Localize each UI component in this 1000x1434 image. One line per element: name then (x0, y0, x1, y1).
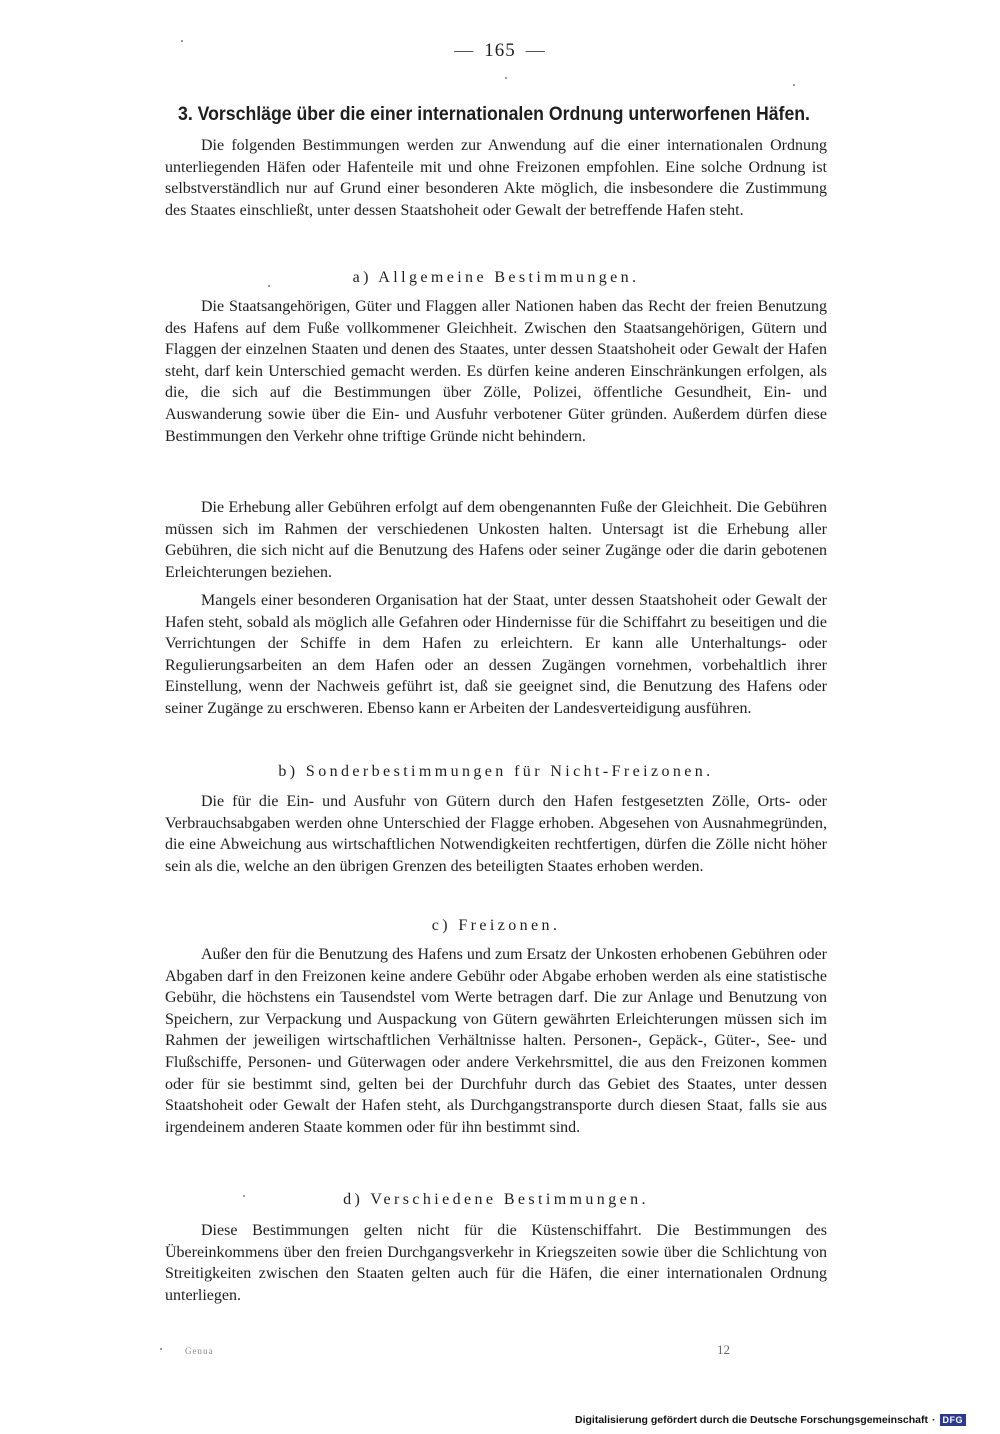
scan-speck (160, 1348, 162, 1350)
subheading-d: d) Verschiedene Bestimmungen. (343, 1191, 649, 1208)
paragraph-a-2: Die Erhebung aller Gebühren erfolgt auf dem obengenannten Fuße der Gleichheit. Die Gebühren müssen sich im Rahmen der verschiedenen Unkosten halten. Untersagt ist die Erhebung aller Gebühren, die sich nicht auf die Benutzung des Hafens oder seiner Zugänge oder die darin gebotenen Erleichterungen beziehen. (165, 499, 827, 581)
footer-signature-right: 12 (717, 1342, 730, 1357)
footer-signature-left: Genua (185, 1346, 214, 1356)
subheading-b: b) Sonderbestimmungen für Nicht-Freizonen. (278, 763, 714, 780)
intro-paragraph: Die folgenden Bestimmungen werden zur Anwendung auf die einer internationalen Ordnung unterliegenden Häfen oder Hafenteile mit und ohne Freizonen empfohlen. Eine solche Ordnung ist selbstverständlich nur auf Grund einer besonderen Akte möglich, die insbesondere die Zustimmung des Staates einschließt, unter dessen Staatshoheit oder Gewalt der betreffende Hafen steht. (165, 137, 827, 219)
paragraph-a-3: Mangels einer besonderen Organisation hat der Staat, unter dessen Staatshoheit oder Gewalt der Hafen steht, sobald als möglich alle Gefahren oder Hindernisse für die Schiffahrt zu beseitigen und die Verrichtungen der Schiffe in dem Hafen zu erleichtern. Er kann alle Unterhaltungs- oder Regulierungsarbeiten an dem Hafen oder an dessen Zugängen vornehmen, vorbehaltlich ihrer Einstellung, wenn der Nachweis geführt ist, daß sie geeignet sind, die Benutzung des Hafens oder seiner Zugänge zu erschweren. Ebenso kann er Arbeiten der Landesverteidigung ausführen. (165, 592, 827, 717)
subheading-c: c) Freizonen. (431, 917, 561, 934)
scan-speck (243, 1195, 245, 1197)
subheading-a: a) Allgemeine Bestimmungen. (352, 269, 640, 286)
digitization-credit (575, 1414, 966, 1426)
dfg-logo-icon: DFG (940, 1414, 967, 1426)
page-number-dash-left: — (454, 40, 475, 61)
paragraph-a-1: Die Staatsangehörigen, Güter und Flaggen aller Nationen haben das Recht der freien Benutzung des Hafens auf dem Fuße vollkommener Gleichheit. Zwischen den Staatsangehörigen, Gütern und Flaggen der einzelnen Staaten und denen des Staates, unter dessen Staatshoheit oder Gewalt der Hafen steht, darf kein Unterschied gemacht werden. Es dürfen keine anderen Einschränkungen erfolgen, als die, die sich auf die Bestimmungen über Zölle, Polizei, öffentliche Gesundheit, Ein- und Auswanderung sowie über die Ein- und Ausfuhr verbotener Güter gründen. Außerdem dürfen diese Bestimmungen den Verkehr ohne triftige Gründe nicht behindern. (165, 298, 827, 445)
digitization-note: Digitalisierung gefördert durch die Deutsche Forschungsgemeinschaft (575, 1414, 928, 1426)
paragraph-b-1: Die für die Ein- und Ausfuhr von Gütern durch den Hafen festgesetzten Zölle, Orts- oder Verbrauchsabgaben werden ohne Unterschied der Flagge erhoben. Abgesehen von Ausnahmegründen, die eine Abweichung aus wirtschaftlichen Notwendigkeiten rechtfertigen, dürfen die Zölle nicht höher sein als die, welche an den übrigen Grenzen des beteiligten Staates erhoben werden. (165, 793, 827, 875)
paragraph-d-1: Diese Bestimmungen gelten nicht für die Küstenschiffahrt. Die Bestimmungen des Übereinkommens über den freien Durchgangsverkehr in Kriegszeiten sowie über die Schlichtung von Streitigkeiten zwischen den Staaten gelten auch für die Häfen, die einer internationalen Ordnung unterliegen. (165, 1222, 827, 1304)
page-number: — 165 — (454, 40, 546, 61)
scan-speck (181, 40, 183, 42)
page-number-dash-right: — (525, 40, 546, 61)
scan-speck (268, 285, 270, 287)
scan-speck (793, 84, 795, 86)
credit-bullet: · (932, 1414, 936, 1426)
scan-speck (505, 77, 507, 79)
section-title: 3. Vorschläge über die einer internationalen Ordnung unterworfenen Häfen. (178, 104, 810, 125)
paragraph-c-1: Außer den für die Benutzung des Hafens und zum Ersatz der Unkosten erhobenen Gebühren oder Abgaben darf in den Freizonen keine andere Gebühr oder Abgabe erhoben werden als eine statistische Gebühr, die höchstens ein Tausendstel vom Werte betragen darf. Die zur Anlage und Benutzung von Speichern, zur Verpackung und Auspackung von Gütern gewährten Erleichterungen müssen sich im Rahmen der jeweiligen wirtschaftlichen Verhältnisse halten. Personen-, Gepäck-, Güter-, See- und Flußschiffe, Personen- und Güterwagen oder andere Verkehrsmittel, die aus den Freizonen kommen oder für sie bestimmt sind, gelten bei der Durchfuhr durch das Gebiet des Staates, unter dessen Staatshoheit oder Gewalt der Hafen steht, als Durchgangstransporte durch diesen Staat, falls sie aus irgendeinem anderen Staate kommen oder für ihn bestimmt sind. (165, 946, 827, 1136)
